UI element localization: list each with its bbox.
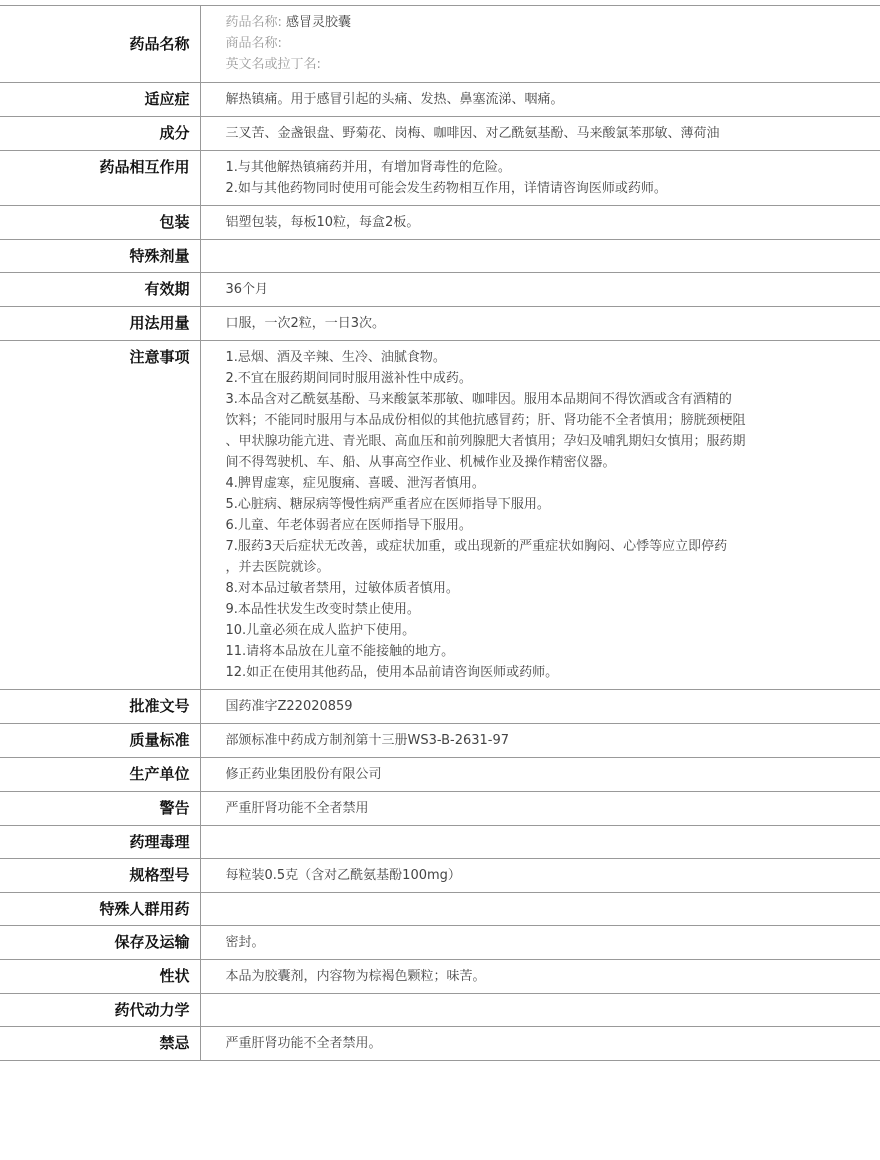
generic-name-label: 药品名称: [225,15,282,30]
label-standard: 质量标准 [0,724,200,758]
label-expiry: 有效期 [0,273,200,307]
precaution-line: 7.服药3天后症状无改善，或症状加重，或出现新的严重症状如胸闷、心悸等应立即停药 [225,539,728,554]
label-precautions: 注意事项 [0,341,200,690]
value-special-groups [200,893,880,926]
precaution-line: 6.儿童、年老体弱者应在医师指导下服用。 [225,518,472,533]
label-special-dosage: 特殊剂量 [0,240,200,273]
precaution-line: 1.忌烟、酒及辛辣、生冷、油腻食物。 [225,350,446,365]
value-interactions [200,151,880,206]
label-storage: 保存及运输 [0,926,200,960]
value-drug-names [200,6,880,83]
row-manufacturer [0,758,880,792]
label-manufacturer: 生产单位 [0,758,200,792]
precaution-line: 10.儿童必须在成人监护下使用。 [225,623,416,638]
value-approval: 国药准字Z22020859 [200,690,880,724]
row-usage [0,307,880,341]
precaution-line: 3.本品含对乙酰氨基酚、马来酸氯苯那敏、咖啡因。服用本品期间不得饮酒或含有酒精的 [225,392,732,407]
label-appearance: 性状 [0,960,200,994]
row-warning [0,792,880,826]
trade-name-label: 商品名称: [225,36,282,51]
value-packaging: 铝塑包装，每板10粒，每盒2板。 [200,206,880,240]
row-appearance [0,960,880,994]
label-packaging: 包装 [0,206,200,240]
value-specification: 每粒装0.5克（含对乙酰氨基酚100mg） [200,859,880,893]
interaction-line: 2.如与其他药物同时使用可能会发生药物相互作用，详情请咨询医师或药师。 [225,181,667,196]
value-manufacturer: 修正药业集团股份有限公司 [200,758,880,792]
value-contraindications: 严重肝肾功能不全者禁用。 [200,1027,880,1061]
row-drug-names [0,6,880,83]
value-standard: 部颁标准中药成方制剂第十三册WS3-B-2631-97 [200,724,880,758]
precaution-line: 12.如正在使用其他药品，使用本品前请咨询医师或药师。 [225,665,559,680]
label-indication: 适应症 [0,83,200,117]
label-interactions: 药品相互作用 [0,151,200,206]
value-special-dosage [200,240,880,273]
label-specification: 规格型号 [0,859,200,893]
row-interactions [0,151,880,206]
row-approval [0,690,880,724]
row-storage [0,926,880,960]
row-expiry [0,273,880,307]
precaution-line: 9.本品性状发生改变时禁止使用。 [225,602,420,617]
row-contraindications [0,1027,880,1061]
value-ingredients: 三叉苦、金盏银盘、野菊花、岗梅、咖啡因、对乙酰氨基酚、马来酸氯苯那敏、薄荷油 [200,117,880,151]
row-packaging [0,206,880,240]
row-special-groups [0,893,880,926]
value-precautions [200,341,880,690]
row-ingredients [0,117,880,151]
english-name-label: 英文名或拉丁名: [225,57,321,72]
value-toxicology [200,826,880,859]
interaction-line: 1.与其他解热镇痛药并用，有增加肾毒性的危险。 [225,160,511,175]
precaution-line: 、甲状腺功能亢进、青光眼、高血压和前列腺肥大者慎用；孕妇及哺乳期妇女慎用；服药期 [225,434,746,449]
value-usage: 口服，一次2粒，一日3次。 [200,307,880,341]
value-storage: 密封。 [200,926,880,960]
value-indication: 解热镇痛。用于感冒引起的头痛、发热、鼻塞流涕、咽痛。 [200,83,880,117]
label-ingredients: 成分 [0,117,200,151]
value-warning: 严重肝肾功能不全者禁用 [200,792,880,826]
label-approval: 批准文号 [0,690,200,724]
precaution-line: 间不得驾驶机、车、船、从事高空作业、机械作业及操作精密仪器。 [225,455,616,470]
row-toxicology [0,826,880,859]
precaution-line: 2.不宜在服药期间同时服用滋补性中成药。 [225,371,472,386]
row-special-dosage [0,240,880,273]
precaution-line: 11.请将本品放在儿童不能接触的地方。 [225,644,455,659]
generic-name-value: 感冒灵胶囊 [286,15,352,30]
row-specification [0,859,880,893]
value-appearance: 本品为胶囊剂，内容物为棕褐色颗粒；味苦。 [200,960,880,994]
value-pharmacokinetics [200,994,880,1027]
label-drug-names: 药品名称 [0,6,200,83]
value-expiry: 36个月 [200,273,880,307]
label-special-groups: 特殊人群用药 [0,893,200,926]
drug-info-sheet [0,5,880,1061]
row-standard [0,724,880,758]
row-indication [0,83,880,117]
row-pharmacokinetics [0,994,880,1027]
label-toxicology: 药理毒理 [0,826,200,859]
drug-info-table [0,5,880,1061]
label-usage: 用法用量 [0,307,200,341]
precaution-line: 饮料；不能同时服用与本品成份相似的其他抗感冒药；肝、肾功能不全者慎用；膀胱颈梗阻 [225,413,746,428]
precaution-line: ，并去医院就诊。 [225,560,330,575]
row-precautions [0,341,880,690]
label-pharmacokinetics: 药代动力学 [0,994,200,1027]
precaution-line: 8.对本品过敏者禁用，过敏体质者慎用。 [225,581,459,596]
label-warning: 警告 [0,792,200,826]
label-contraindications: 禁忌 [0,1027,200,1061]
precaution-line: 4.脾胃虚寒，症见腹痛、喜暖、泄泻者慎用。 [225,476,485,491]
precaution-line: 5.心脏病、糖尿病等慢性病严重者应在医师指导下服用。 [225,497,550,512]
